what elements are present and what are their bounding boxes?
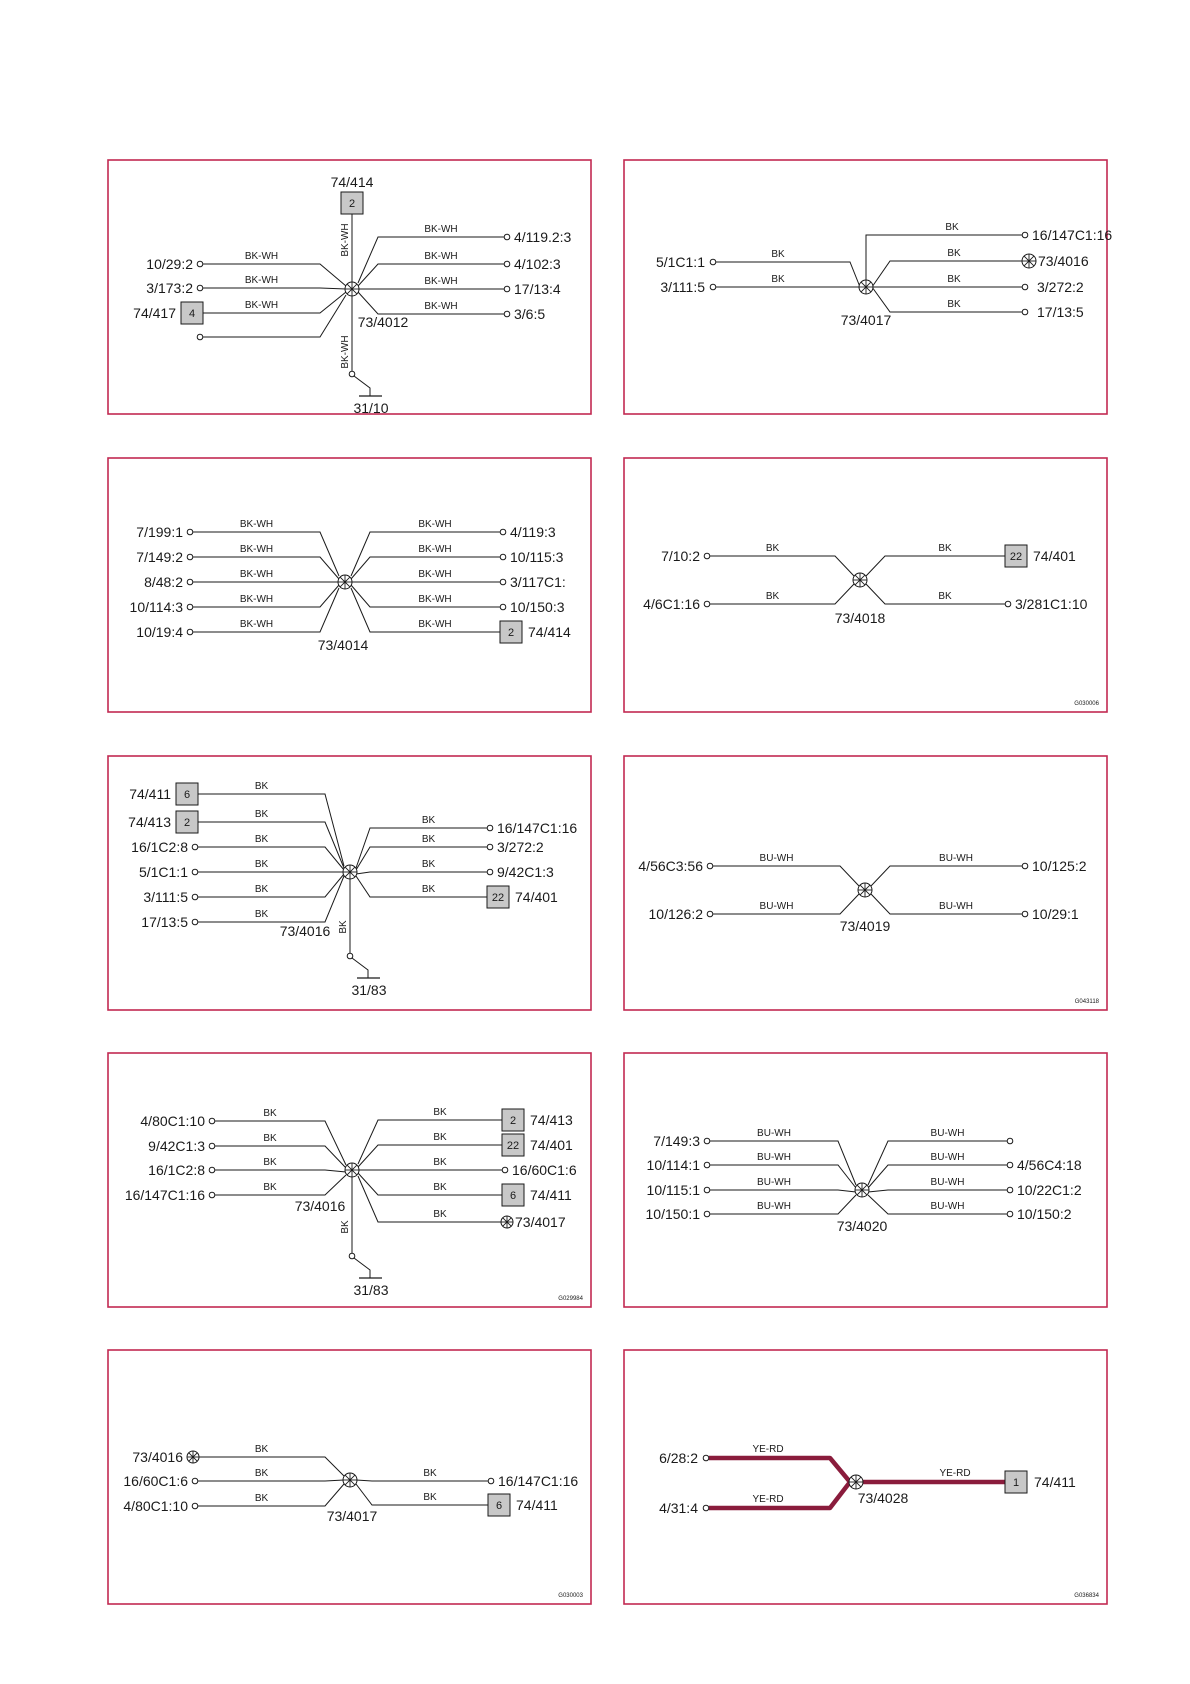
wire-left	[198, 822, 344, 868]
terminal-icon	[197, 261, 203, 267]
diagram-panel-d7	[108, 1053, 591, 1307]
connection-label: 74/411	[516, 1497, 558, 1513]
wire-left	[713, 866, 859, 886]
terminal-icon	[187, 579, 193, 585]
wire-color-label: BK	[765, 591, 780, 602]
wire-left	[710, 1190, 856, 1192]
connector-box-icon	[176, 811, 198, 833]
terminal-icon	[1022, 284, 1028, 290]
panel-frame	[108, 1053, 591, 1307]
connector-box-number: 22	[506, 1140, 520, 1152]
connection-label: 10/29:2	[146, 256, 193, 272]
wire-color-label: BK	[423, 1468, 437, 1479]
connection-label: 8/48:2	[144, 574, 183, 590]
connection-label: 74/414	[330, 174, 374, 190]
connection-label: 4/31:4	[659, 1500, 698, 1516]
wire-color-label: BU-WH	[757, 1177, 791, 1188]
connection-label: 4/119:3	[510, 524, 556, 540]
terminal-icon	[349, 371, 355, 377]
terminal-icon	[500, 604, 506, 610]
wire-color-label: BU-WH	[757, 1128, 791, 1139]
connection-label: 4/56C3:56	[638, 858, 703, 874]
wire-color-label: BK	[254, 1468, 269, 1479]
wire-color-label: BK-WH	[239, 594, 274, 605]
diagram-panel-d8	[624, 1053, 1107, 1307]
wire-color-label: BK	[254, 884, 269, 895]
wire-color-label: BU-WH	[930, 1201, 965, 1212]
wire-color-label: BK-WH	[239, 544, 274, 555]
splice-node-icon	[855, 1183, 869, 1197]
connection-label: 5/1C1:1	[655, 254, 705, 270]
splice-label: 73/4020	[836, 1218, 888, 1234]
connection-label: 74/413	[530, 1112, 573, 1128]
wire-left	[198, 1480, 344, 1481]
terminal-icon	[347, 953, 353, 959]
wire-color-label: BU-WH	[930, 1177, 965, 1188]
terminal-icon	[209, 1167, 215, 1173]
connection-label: 4/56C4:18	[1017, 1157, 1082, 1173]
splice-node-icon	[849, 1475, 863, 1489]
connection-label: 10/115:3	[510, 549, 564, 565]
ground-label: 31/83	[351, 982, 387, 998]
splice-node-icon	[345, 282, 359, 296]
connector-box-icon	[502, 1109, 524, 1131]
splice-label: 73/4028	[857, 1490, 909, 1506]
drawing-code: G043118	[1074, 999, 1099, 1005]
splice-label: 73/4016	[294, 1198, 346, 1214]
wire-color-label: BK	[254, 834, 269, 845]
connection-label: 3/272:2	[497, 839, 544, 855]
wire-right	[358, 1120, 502, 1164]
wire-color-label: BU-WH	[759, 853, 794, 864]
connection-label: 16/60C1:6	[512, 1162, 577, 1178]
terminal-icon	[504, 261, 510, 267]
splice-label: 73/4012	[357, 314, 409, 330]
connection-label: 10/29:1	[1032, 906, 1079, 922]
connection-label: 17/13:5	[1037, 304, 1084, 320]
connector-box-icon	[181, 302, 203, 324]
terminal-icon	[1022, 232, 1028, 238]
drawing-code: G030006	[1074, 701, 1099, 707]
wire-right	[356, 1484, 488, 1505]
connection-label: 10/150:1	[645, 1206, 700, 1222]
wire-color-label: BK-WH	[424, 251, 458, 262]
wire-left	[710, 584, 854, 604]
connection-label: 74/414	[528, 624, 571, 640]
connection-label: 3/272:2	[1037, 279, 1084, 295]
connection-label: 10/22C1:2	[1017, 1182, 1082, 1198]
connection-label: 3/281C1:10	[1015, 596, 1088, 612]
wire-color-label: BK	[771, 249, 785, 260]
wire-color-label: BK	[340, 1220, 351, 1234]
wire-color-label: BK-WH	[340, 335, 351, 369]
ground-icon	[349, 1253, 382, 1278]
wire-left	[198, 1457, 344, 1476]
connection-label: 4/102:3	[514, 256, 561, 272]
wire-color-label: BK	[433, 1182, 447, 1193]
terminal-icon	[487, 825, 493, 831]
wire-color-label: BK-WH	[418, 569, 452, 580]
connection-label: 17/13:5	[141, 914, 188, 930]
terminal-icon	[1007, 1138, 1013, 1144]
diagram-panel-d2	[624, 160, 1112, 414]
wire-color-label: BK	[938, 543, 952, 554]
connector-box-icon	[488, 1494, 510, 1516]
connection-label: 3/117C1:	[510, 574, 566, 590]
wire-color-label: BU-WH	[939, 853, 973, 864]
connector-box-number: 2	[348, 198, 356, 210]
wire-color-label: BK	[254, 859, 269, 870]
wire-right	[358, 1176, 502, 1222]
connection-label: 74/401	[530, 1137, 573, 1153]
splice-label: 73/4016	[279, 923, 331, 939]
connection-label: 3/111:5	[660, 279, 705, 295]
terminal-icon	[703, 1505, 709, 1511]
wire-color-label: BK	[433, 1107, 447, 1118]
splice-label: 73/4018	[834, 610, 886, 626]
diagram-panel-d5	[108, 756, 591, 1010]
connection-label: 3/111:5	[143, 889, 188, 905]
connection-label: 10/114:3	[129, 599, 183, 615]
wire-color-label: BK	[254, 809, 269, 820]
splice-label: 73/4019	[839, 918, 891, 934]
wire-left	[198, 874, 344, 897]
wire-color-label: BK	[263, 1157, 277, 1168]
terminal-icon	[704, 601, 710, 607]
wire-color-label: BK	[771, 274, 785, 285]
wire-color-label: BU-WH	[930, 1152, 965, 1163]
terminal-icon	[187, 554, 193, 560]
wire-color-label: BK	[945, 222, 959, 233]
connector-box-icon	[502, 1184, 524, 1206]
wire-right	[358, 1173, 502, 1195]
connector-box-number: 2	[507, 627, 515, 639]
connector-box-number: 2	[183, 817, 191, 829]
connector-box-icon	[487, 886, 509, 908]
terminal-icon	[192, 1478, 198, 1484]
wire-color-label: BK-WH	[424, 301, 458, 312]
connection-label: 74/401	[1033, 548, 1076, 564]
splice-node-icon	[501, 1216, 513, 1228]
connection-label: 7/149:3	[653, 1133, 700, 1149]
connection-label: 73/4016	[1038, 253, 1089, 269]
connection-label: 17/13:4	[514, 281, 561, 297]
terminal-icon	[1022, 309, 1028, 315]
terminal-icon	[704, 553, 710, 559]
wire-left	[198, 1484, 344, 1506]
wire-color-label: BK-WH	[239, 569, 274, 580]
wire-color-label: BK-WH	[418, 519, 452, 530]
wire-color-label: BU-WH	[930, 1128, 965, 1139]
splice-node-icon	[345, 1163, 359, 1177]
wire-right	[358, 1145, 502, 1167]
terminal-icon	[192, 894, 198, 900]
connection-label: 73/4017	[515, 1214, 566, 1230]
diagram-panel-d9	[108, 1350, 591, 1604]
terminal-icon	[1007, 1162, 1013, 1168]
terminal-icon	[500, 579, 506, 585]
connector-box-number: 4	[188, 308, 196, 320]
splice-label: 73/4017	[326, 1508, 378, 1524]
wire-right	[356, 1480, 488, 1481]
drawing-code: G029984	[558, 1296, 583, 1302]
wire-color-label: BU-WH	[759, 901, 794, 912]
connector-box-number: 6	[509, 1190, 517, 1202]
terminal-icon	[1022, 863, 1028, 869]
connection-label: 10/115:1	[646, 1182, 700, 1198]
terminal-icon	[488, 1478, 494, 1484]
wire-color-label: BK	[947, 274, 961, 285]
wire-right	[868, 1190, 1007, 1192]
connection-label: 10/19:4	[136, 624, 183, 640]
connection-label: 9/42C1:3	[148, 1138, 205, 1154]
splice-node-icon	[858, 883, 872, 897]
splice-node-icon	[338, 575, 352, 589]
wire-left	[710, 556, 854, 576]
terminal-icon	[192, 919, 198, 925]
wire-left	[203, 288, 346, 289]
splice-node-icon	[859, 280, 873, 294]
wire-color-label: BK	[433, 1157, 447, 1168]
connector-box-number: 22	[1009, 551, 1023, 563]
wire-color-label: BK	[947, 248, 961, 259]
wire-left	[198, 876, 344, 922]
wire-left	[215, 1146, 346, 1168]
connector-box-number: 6	[183, 789, 191, 801]
splice-node-icon	[187, 1451, 199, 1463]
terminal-icon	[487, 844, 493, 850]
terminal-icon	[187, 629, 193, 635]
connection-label: 16/147C1:16	[1032, 227, 1113, 243]
connection-label: 4/119.2:3	[514, 229, 572, 245]
wire-left	[215, 1121, 346, 1165]
wire-color-label: BK	[254, 1444, 269, 1455]
connection-label: 3/173:2	[146, 280, 193, 296]
wire-color-label: BU-WH	[757, 1152, 791, 1163]
wire-color-label: BK-WH	[244, 300, 279, 311]
wire-color-label: BK	[254, 781, 269, 792]
wire-color-label: BK	[338, 920, 349, 934]
splice-node-icon	[1022, 254, 1036, 268]
terminal-icon	[197, 334, 203, 340]
wire-color-label: BK-WH	[340, 223, 351, 257]
terminal-icon	[710, 284, 716, 290]
wire-color-label: BK	[947, 299, 961, 310]
terminal-icon	[704, 1138, 710, 1144]
terminal-icon	[192, 844, 198, 850]
connector-box-icon	[502, 1134, 524, 1156]
diagram-panel-d6	[624, 756, 1107, 1010]
connection-label: 4/80C1:10	[140, 1113, 205, 1129]
connection-label: 16/147C1:16	[124, 1187, 205, 1203]
connection-label: 16/60C1:6	[123, 1473, 188, 1489]
connection-label: 74/413	[128, 814, 171, 830]
wire-color-label: BK-WH	[244, 251, 279, 262]
wire-color-label: BK-WH	[418, 619, 452, 630]
connection-label: 74/411	[530, 1187, 572, 1203]
terminal-icon	[1007, 1211, 1013, 1217]
wire-left	[198, 794, 344, 866]
wire-color-label: BU-WH	[757, 1201, 791, 1212]
connection-label: 7/10:2	[661, 548, 700, 564]
wire-left	[215, 1170, 346, 1172]
wire-color-label: BK-WH	[418, 544, 452, 555]
wire-color-label: BK-WH	[424, 224, 458, 235]
connection-label: 74/411	[129, 786, 171, 802]
connection-label: 3/6:5	[514, 306, 546, 322]
wire-color-label: BK	[421, 859, 436, 870]
connection-label: 6/28:2	[659, 1450, 698, 1466]
terminal-icon	[703, 1455, 709, 1461]
terminal-icon	[500, 529, 506, 535]
terminal-icon	[500, 554, 506, 560]
wire-color-label: BK-WH	[424, 276, 458, 287]
wire-color-label: BK	[421, 815, 436, 826]
terminal-icon	[192, 869, 198, 875]
wire-right	[866, 556, 1005, 576]
terminal-icon	[209, 1118, 215, 1124]
connection-label: 16/147C1:16	[497, 820, 578, 836]
ground-label: 31/83	[353, 1282, 389, 1298]
terminal-icon	[349, 1253, 355, 1259]
wire-left	[198, 847, 344, 870]
terminal-icon	[504, 286, 510, 292]
terminal-icon	[1007, 1187, 1013, 1193]
ground-icon	[349, 371, 382, 396]
terminal-icon	[487, 869, 493, 875]
wire-color-label: YE-RD	[752, 1494, 784, 1505]
terminal-icon	[707, 911, 713, 917]
diagram-panel-d10	[624, 1350, 1107, 1604]
wire-color-label: BK	[938, 591, 952, 602]
diagram-panel-d4	[624, 458, 1107, 712]
terminal-icon	[504, 234, 510, 240]
terminal-icon	[209, 1192, 215, 1198]
wire-right	[866, 584, 1005, 604]
wire-color-label: BK	[421, 884, 436, 895]
connection-label: 10/114:1	[646, 1157, 700, 1173]
connector-box-number: 2	[509, 1115, 517, 1127]
connection-label: 10/150:2	[1017, 1206, 1072, 1222]
connection-label: 7/149:2	[136, 549, 183, 565]
splice-node-icon	[853, 573, 867, 587]
wire-color-label: BK	[423, 1492, 437, 1503]
connection-label: 7/199:1	[136, 524, 183, 540]
splice-label: 73/4014	[317, 637, 369, 653]
terminal-icon	[197, 285, 203, 291]
terminal-icon	[1005, 601, 1011, 607]
connector-box-icon	[341, 192, 363, 214]
connection-label: 73/4016	[132, 1449, 183, 1465]
terminal-icon	[704, 1187, 710, 1193]
wire-color-label: BK	[254, 909, 269, 920]
splice-node-icon	[343, 865, 357, 879]
connection-label: 10/150:3	[510, 599, 565, 615]
connector-box-number: 1	[1012, 1477, 1020, 1489]
wire-color-label: BK-WH	[418, 594, 452, 605]
diagram-panel-d3	[108, 458, 591, 712]
connection-label: 5/1C1:1	[138, 864, 188, 880]
panel-frame	[624, 1053, 1107, 1307]
connection-label: 16/1C2:8	[148, 1162, 205, 1178]
connection-label: 10/125:2	[1032, 858, 1087, 874]
wire-color-label: YE-RD	[752, 1444, 784, 1455]
connector-box-icon	[1005, 1471, 1027, 1493]
terminal-icon	[710, 259, 716, 265]
terminal-icon	[1022, 911, 1028, 917]
terminal-icon	[704, 1211, 710, 1217]
connection-label: 74/401	[515, 889, 558, 905]
connection-label: 10/126:2	[648, 906, 703, 922]
connection-label: 9/42C1:3	[497, 864, 554, 880]
terminal-icon	[192, 1503, 198, 1509]
wire-color-label: BK-WH	[239, 519, 274, 530]
connector-box-icon	[1005, 545, 1027, 567]
connector-box-number: 6	[495, 1500, 503, 1512]
wire-color-label: BU-WH	[939, 901, 973, 912]
wire-right	[871, 866, 1022, 886]
terminal-icon	[707, 863, 713, 869]
terminal-icon	[704, 1162, 710, 1168]
wire-color-label: BK	[263, 1108, 277, 1119]
terminal-icon	[504, 311, 510, 317]
wire-color-label: BK	[421, 834, 436, 845]
wire-color-label: BK	[433, 1209, 447, 1220]
wire-color-label: YE-RD	[939, 1468, 971, 1479]
drawing-code: G036834	[1074, 1593, 1099, 1599]
terminal-icon	[502, 1167, 508, 1173]
connection-label: 74/411	[1034, 1474, 1076, 1490]
wire-right	[356, 872, 487, 874]
ground-label: 31/10	[353, 400, 389, 416]
terminal-icon	[187, 529, 193, 535]
wire-color-label: BK	[765, 543, 780, 554]
wire-left	[215, 1175, 346, 1195]
ground-icon	[347, 953, 380, 978]
wire-color-label: BK	[254, 1493, 269, 1504]
connector-box-icon	[500, 621, 522, 643]
connector-box-icon	[176, 783, 198, 805]
diagram-panel-d1	[108, 160, 591, 416]
wire-color-label: BK	[263, 1182, 277, 1193]
connection-label: 4/6C1:16	[643, 596, 700, 612]
connection-label: 16/1C2:8	[131, 839, 188, 855]
terminal-icon	[187, 604, 193, 610]
wire-color-label: BK	[263, 1133, 277, 1144]
wire-color-label: BK-WH	[239, 619, 274, 630]
terminal-icon	[209, 1143, 215, 1149]
connection-label: 4/80C1:10	[123, 1498, 188, 1514]
connection-label: 74/417	[133, 305, 176, 321]
drawing-code: G030003	[558, 1593, 583, 1599]
connector-box-number: 22	[491, 892, 505, 904]
splice-label: 73/4017	[840, 312, 892, 328]
wire-color-label: BK-WH	[244, 275, 279, 286]
splice-node-icon	[343, 1473, 357, 1487]
wire-color-label: BK	[433, 1132, 447, 1143]
wire-left	[709, 1458, 850, 1482]
connection-label: 16/147C1:16	[498, 1473, 579, 1489]
